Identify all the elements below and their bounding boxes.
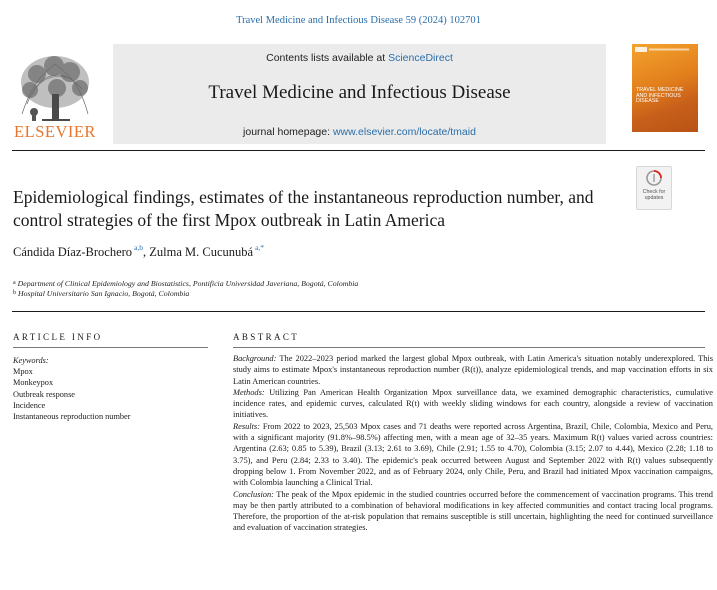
homepage-link[interactable]: www.elsevier.com/locate/tmaid (332, 126, 476, 138)
keyword-item: Monkeypox (13, 378, 54, 388)
journal-homepage: journal homepage: www.elsevier.com/locate/tmaid (243, 126, 476, 138)
abstract-section-background: Background: The 2022–2023 period marked the largest global Mpox outbreak, with Latin America's situation notably underexplored. This study aims to estimate Mpox's instantaneous reproduction number (R(t)), analyze epidemiological trends, and map vaccination efforts in six Latin American countries. (233, 354, 713, 386)
article-info-divider (13, 347, 208, 348)
article-title: Epidemiological findings, estimates of the instantaneous reproduction number, and control strategies of the first Mpox outbreak in Latin America (13, 187, 594, 230)
cover-logo-strip (635, 47, 695, 52)
affiliation-item: $^b$ Hospital Universitario San Ignacio, Bogotá, Colombia (13, 289, 190, 298)
contents-availability: Contents lists available at ScienceDirect (266, 52, 453, 64)
keywords-label: Keywords: (13, 356, 49, 365)
abstract-divider (233, 347, 705, 348)
article-info-heading: ARTICLE INFO (13, 332, 103, 342)
author-list: Cándida Díaz-Brochero $^{a,b}$, Zulma M. Cucunubá $^{a,*}$ (13, 243, 265, 259)
section-divider (12, 311, 705, 312)
keywords-list (13, 366, 131, 422)
author-name[interactable]: Zulma M. Cucunubá (149, 245, 254, 259)
sciencedirect-link[interactable]: ScienceDirect (388, 52, 453, 64)
journal-reference[interactable]: Travel Medicine and Infectious Disease 59 (2024) 102701 (236, 15, 481, 26)
keyword-item: Instantaneous reproduction number (13, 412, 131, 422)
author-affiliation-marks[interactable]: a,* (255, 243, 265, 252)
abstract-body (233, 353, 713, 534)
keyword-item: Mpox (13, 367, 33, 376)
keyword-item: Outbreak response (13, 389, 75, 399)
abstract-heading: ABSTRACT (233, 332, 300, 342)
check-for-updates-button[interactable] (636, 166, 672, 210)
abstract-section-results: Results: From 2022 to 2023, 25,503 Mpox cases and 71 deaths were reported across Argentina, Brazil, Chile, Colombia, Mexico and Peru, with a significant majority (91.8%–98.5%) affecting men, with a mean age of 32–35 years. Maximum R(t) values varied across countries: Argentina (2.63; 0.85 to 5.39), Brazil (3.13; 2.61 to 3.69), Chile (2.91; 1.55 to 4.70), Colombia (3.15; 2.07 to 4.44), Mexico (2.28; 1.18 to 3.75), and Peru (2.84; 2.33 to 3.40). The epidemic's peak occurred between August and September 2022 with R(t) values subsequently dropping below 1. From November 2022, and as of February 2024, only Chile, Peru, and Brazil had initiated Mpox vaccination campaigns, with Colombia launching a Clinical Trial. (233, 421, 713, 488)
author-name[interactable]: Cándida Díaz-Brochero (13, 245, 133, 259)
abstract-section-methods: Methods: Utilizing Pan American Health Organization Mpox surveillance data, we examined demographic characteristics, cumulative incidence rates, and epidemic curves, calculated R(t) with weekly sliding windows for each country, alongside a review of vaccination initiatives. (233, 387, 713, 420)
abstract-section-conclusion: Conclusion: The peak of the Mpox epidemic in the studied countries occurred before the commencement of vaccination programs. This trend may be then partly attributed to a combination of behavioral modifications in key affected communities and contact tracing local programs. Therefore, the proportion of the at-risk population that remains susceptible is still uncertain, highlighting the need for continued surveillance and evaluation of vaccination strategies. (233, 489, 713, 533)
affiliation-item: $^a$ Department of Clinical Epidemiology and Biostatistics, Pontificia Universidad Javeriana, Bogotá, Colombia (13, 279, 359, 288)
elsevier-wordmark: ELSEVIER (14, 122, 96, 141)
header-divider (12, 150, 705, 151)
check-updates-icon (646, 170, 662, 186)
journal-cover-thumbnail[interactable] (632, 44, 698, 132)
author-affiliation-marks[interactable]: a,b (134, 243, 144, 252)
keyword-item: Incidence (13, 400, 46, 410)
journal-title: Travel Medicine and Infectious Disease (208, 82, 511, 103)
check-updates-label: Check for updates (642, 189, 666, 201)
cover-journal-title: TRAVEL MEDICINE AND INFECTIOUS DISEASE (636, 87, 684, 105)
